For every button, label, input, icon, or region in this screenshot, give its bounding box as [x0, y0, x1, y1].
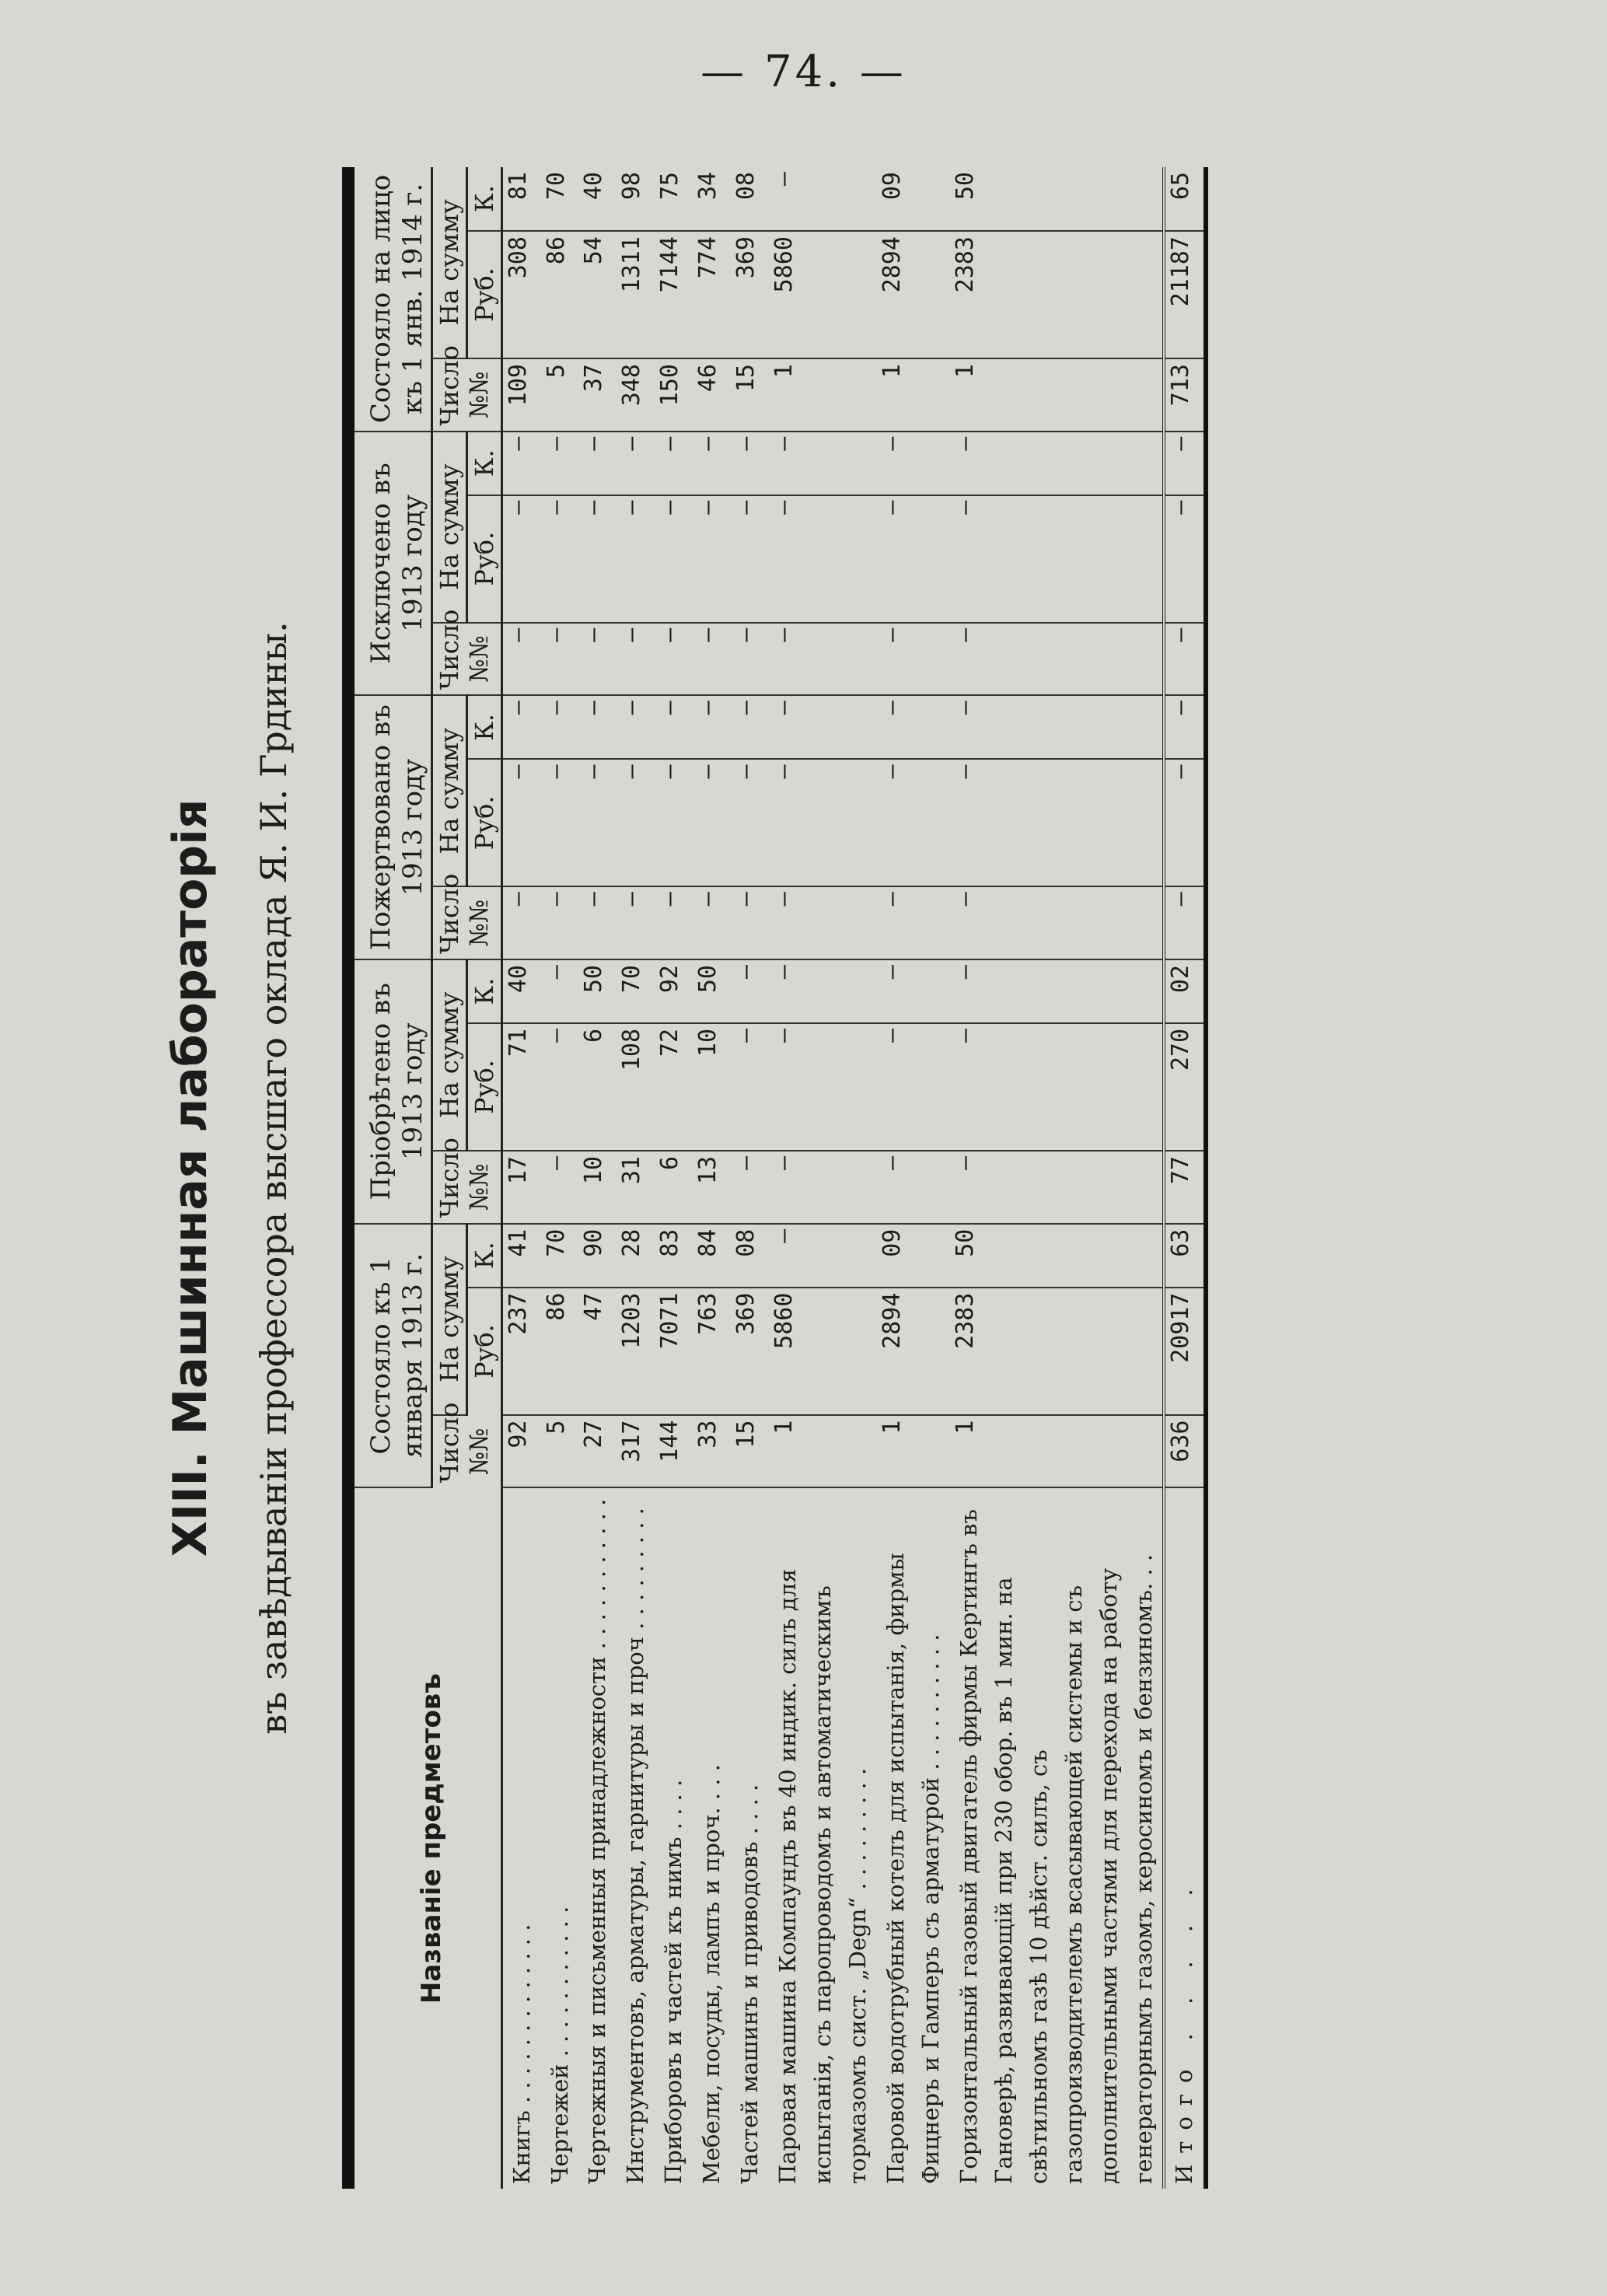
- rub-cell: 2894: [877, 231, 950, 358]
- item-name: Горизонтальный газовый двигатель фирмы Кертингъ въ Гановерѣ, развивающій при 230 обор. въ 1 мин. на свѣтильномъ газѣ 10 дѣйст. силъ, съ газопроизводителемъ всасывающей системы и съ дополнительными частями для перехода на работу генераторнымъ газомъ, керосиномъ и бензиномъ. . .: [955, 1509, 1157, 2184]
- section-title: XIII. Машинная лабораторія: [163, 799, 218, 1557]
- rub-cell: —: [1164, 495, 1206, 623]
- rub-cell: —: [769, 1023, 877, 1151]
- kop-cell: 75: [655, 167, 693, 231]
- rub-cell: 1203: [617, 1288, 655, 1415]
- count-cell: —: [731, 886, 769, 959]
- rub-header: Руб.: [466, 759, 501, 886]
- item-name: Приборовъ и частей къ нимъ . . . .: [660, 1779, 687, 2184]
- kop-cell: —: [693, 432, 731, 495]
- rub-cell: 54: [578, 231, 617, 358]
- table-row: [501, 167, 540, 2189]
- kop-cell: 40: [501, 959, 540, 1023]
- kop-cell: 70: [541, 167, 579, 231]
- count-header: Число №№: [431, 1415, 501, 1488]
- item-name: Чертежныя и письменныя принадлежности . . . . . . . . . . .: [584, 1498, 611, 2184]
- count-cell: —: [578, 886, 617, 959]
- kop-cell: 09: [877, 1224, 950, 1288]
- kop-cell: —: [501, 695, 540, 759]
- sum-header: На сумму: [431, 432, 466, 623]
- kop-cell: —: [617, 432, 655, 495]
- count-cell: 150: [655, 358, 693, 432]
- kop-cell: —: [769, 1224, 877, 1288]
- count-cell: 77: [1164, 1151, 1206, 1224]
- kop-cell: —: [1164, 695, 1206, 759]
- rub-cell: 72: [655, 1023, 693, 1151]
- kop-cell: 70: [617, 959, 655, 1023]
- count-cell: —: [731, 1151, 769, 1224]
- count-cell: —: [541, 886, 579, 959]
- rub-cell: 7144: [655, 231, 693, 358]
- rub-cell: 5860: [769, 1288, 877, 1415]
- count-cell: —: [501, 623, 540, 696]
- item-name: Паровая машина Компаундъ въ 40 индик. силъ для испытанія, съ паропроводомъ и автоматическимъ тормазомъ сист. „Degn“ . . . . . . . . .: [774, 1568, 872, 2184]
- kop-header: К.: [466, 432, 501, 495]
- count-cell: —: [877, 886, 950, 959]
- total-label: Итого . . . . .: [1164, 1487, 1206, 2189]
- kop-cell: —: [541, 432, 579, 495]
- kop-cell: 70: [541, 1224, 579, 1288]
- count-cell: 46: [693, 358, 731, 432]
- rub-cell: —: [1164, 759, 1206, 886]
- count-cell: —: [693, 886, 731, 959]
- count-cell: —: [501, 886, 540, 959]
- rub-cell: 47: [578, 1288, 617, 1415]
- kop-cell: 50: [950, 167, 1165, 231]
- rub-cell: —: [617, 495, 655, 623]
- rub-cell: —: [731, 495, 769, 623]
- table-row: [693, 167, 731, 2189]
- group-header-donated-1913: Пожертвовано въ 1913 году: [348, 695, 431, 959]
- kop-cell: 08: [731, 1224, 769, 1288]
- item-name: Книгъ . . . . . . . . . . . . .: [508, 1924, 535, 2184]
- rub-cell: —: [541, 1023, 579, 1151]
- rub-cell: —: [877, 495, 950, 623]
- count-cell: —: [1164, 886, 1206, 959]
- count-cell: 1: [877, 1415, 950, 1488]
- count-cell: —: [1164, 623, 1206, 696]
- kop-cell: 81: [501, 167, 540, 231]
- rub-cell: —: [731, 759, 769, 886]
- item-name: Инструментовъ, арматуры, гарнитуры и проч . . . . . . . . .: [622, 1508, 649, 2184]
- count-cell: —: [693, 623, 731, 696]
- rub-cell: 763: [693, 1288, 731, 1415]
- rub-header: Руб.: [466, 1023, 501, 1151]
- kop-header: К.: [466, 167, 501, 231]
- count-cell: —: [877, 1151, 950, 1224]
- count-cell: —: [950, 1151, 1165, 1224]
- kop-cell: —: [769, 432, 877, 495]
- count-cell: 5: [541, 1415, 579, 1488]
- count-cell: 13: [693, 1151, 731, 1224]
- table-row: [877, 167, 950, 2189]
- rub-cell: 308: [501, 231, 540, 358]
- count-cell: 10: [578, 1151, 617, 1224]
- count-cell: —: [877, 623, 950, 696]
- count-cell: —: [655, 886, 693, 959]
- rub-cell: 1311: [617, 231, 655, 358]
- kop-cell: 90: [578, 1224, 617, 1288]
- kop-cell: 09: [877, 167, 950, 231]
- count-cell: 33: [693, 1415, 731, 1488]
- kop-cell: —: [655, 695, 693, 759]
- kop-cell: 41: [501, 1224, 540, 1288]
- count-cell: 92: [501, 1415, 540, 1488]
- rub-cell: —: [501, 759, 540, 886]
- count-cell: —: [655, 623, 693, 696]
- count-cell: 5: [541, 358, 579, 432]
- count-cell: —: [617, 623, 655, 696]
- count-cell: 15: [731, 358, 769, 432]
- rub-cell: 369: [731, 231, 769, 358]
- rotated-page-content: [163, 167, 1602, 2189]
- inventory-table: [342, 167, 1208, 2189]
- table-row: [769, 167, 877, 2189]
- total-row: [1164, 167, 1206, 2189]
- count-cell: 17: [501, 1151, 540, 1224]
- rub-cell: —: [769, 759, 877, 886]
- item-name: Мебели, посуды, лампъ и проч. . . .: [698, 1764, 725, 2184]
- rub-cell: —: [877, 1023, 950, 1151]
- column-header-name: Названіе предметовъ: [348, 1487, 501, 2189]
- kop-cell: 28: [617, 1224, 655, 1288]
- kop-cell: 02: [1164, 959, 1206, 1023]
- rub-cell: 5860: [769, 231, 877, 358]
- count-cell: —: [769, 623, 877, 696]
- kop-cell: —: [950, 432, 1165, 495]
- item-name: Паровой водотрубный котелъ для испытанія, фирмы Фицнеръ и Гамперъ съ арматурой . . . . . . . . . .: [882, 1553, 944, 2184]
- kop-header: К.: [466, 695, 501, 759]
- rub-cell: —: [578, 759, 617, 886]
- rub-cell: —: [769, 495, 877, 623]
- kop-cell: —: [769, 959, 877, 1023]
- table-row: [950, 167, 1165, 2189]
- count-header: Число №№: [431, 623, 501, 696]
- count-cell: 1: [769, 1415, 877, 1488]
- kop-cell: —: [693, 695, 731, 759]
- count-cell: —: [541, 1151, 579, 1224]
- count-header: Число №№: [431, 1151, 501, 1224]
- kop-cell: —: [541, 959, 579, 1023]
- sum-header: На сумму: [431, 167, 466, 358]
- rub-cell: 270: [1164, 1023, 1206, 1151]
- kop-cell: —: [731, 432, 769, 495]
- kop-cell: 34: [693, 167, 731, 231]
- rub-cell: 6: [578, 1023, 617, 1151]
- rub-cell: —: [501, 495, 540, 623]
- rub-cell: 20917: [1164, 1288, 1206, 1415]
- count-cell: 1: [950, 1415, 1165, 1488]
- rub-cell: —: [950, 1023, 1165, 1151]
- count-cell: 317: [617, 1415, 655, 1488]
- count-cell: —: [769, 1151, 877, 1224]
- group-header-excluded-1913: Исключено въ 1913 году: [348, 432, 431, 696]
- count-cell: 37: [578, 358, 617, 432]
- kop-header: К.: [466, 959, 501, 1023]
- kop-cell: 63: [1164, 1224, 1206, 1288]
- rub-cell: 237: [501, 1288, 540, 1415]
- count-cell: 636: [1164, 1415, 1206, 1488]
- rub-cell: 21187: [1164, 231, 1206, 358]
- item-name: Чертежей . . . . . . . . . . .: [546, 1906, 573, 2184]
- sum-header: На сумму: [431, 695, 466, 886]
- kop-cell: 50: [578, 959, 617, 1023]
- count-cell: 109: [501, 358, 540, 432]
- kop-cell: —: [950, 959, 1165, 1023]
- kop-cell: —: [501, 432, 540, 495]
- kop-cell: —: [617, 695, 655, 759]
- group-header-on-hand-1914: Состояло на лицо къ 1 янв. 1914 г.: [348, 167, 431, 432]
- kop-cell: 84: [693, 1224, 731, 1288]
- rub-cell: 86: [541, 231, 579, 358]
- count-cell: —: [617, 886, 655, 959]
- rub-cell: 774: [693, 231, 731, 358]
- kop-cell: —: [541, 695, 579, 759]
- table-body: [501, 167, 1206, 2189]
- kop-cell: 08: [731, 167, 769, 231]
- rub-header: Руб.: [466, 1288, 501, 1415]
- count-cell: 6: [655, 1151, 693, 1224]
- kop-cell: —: [877, 959, 950, 1023]
- rub-cell: —: [693, 495, 731, 623]
- count-cell: —: [731, 623, 769, 696]
- rub-cell: 86: [541, 1288, 579, 1415]
- rub-cell: —: [655, 759, 693, 886]
- kop-cell: —: [769, 695, 877, 759]
- rub-cell: —: [877, 759, 950, 886]
- kop-cell: 92: [655, 959, 693, 1023]
- kop-cell: 65: [1164, 167, 1206, 231]
- kop-cell: —: [769, 167, 877, 231]
- kop-cell: —: [877, 432, 950, 495]
- count-header: Число №№: [431, 358, 501, 432]
- count-cell: 15: [731, 1415, 769, 1488]
- kop-cell: —: [578, 695, 617, 759]
- count-cell: —: [950, 886, 1165, 959]
- kop-header: К.: [466, 1224, 501, 1288]
- group-header-start-1913: Состояло къ 1 января 1913 г.: [348, 1224, 431, 1488]
- rub-cell: 7071: [655, 1288, 693, 1415]
- count-cell: 713: [1164, 358, 1206, 432]
- page-number: — 74. —: [700, 47, 907, 97]
- count-cell: 27: [578, 1415, 617, 1488]
- rub-cell: 2383: [950, 231, 1165, 358]
- sum-header: На сумму: [431, 1224, 466, 1415]
- kop-cell: —: [578, 432, 617, 495]
- rub-cell: —: [655, 495, 693, 623]
- count-cell: —: [950, 623, 1165, 696]
- count-cell: 31: [617, 1151, 655, 1224]
- table-row: [578, 167, 617, 2189]
- count-cell: 1: [950, 358, 1165, 432]
- kop-cell: 50: [950, 1224, 1165, 1288]
- kop-cell: 40: [578, 167, 617, 231]
- kop-cell: 83: [655, 1224, 693, 1288]
- count-header: Число №№: [431, 886, 501, 959]
- count-cell: 144: [655, 1415, 693, 1488]
- rub-cell: —: [950, 759, 1165, 886]
- kop-cell: 50: [693, 959, 731, 1023]
- rub-header: Руб.: [466, 231, 501, 358]
- count-cell: 1: [769, 358, 877, 432]
- table-row: [655, 167, 693, 2189]
- kop-cell: 98: [617, 167, 655, 231]
- rub-cell: —: [541, 495, 579, 623]
- count-cell: 1: [877, 358, 950, 432]
- kop-cell: —: [950, 695, 1165, 759]
- table-row: [731, 167, 769, 2189]
- rub-header: Руб.: [466, 495, 501, 623]
- kop-cell: —: [877, 695, 950, 759]
- rub-cell: —: [693, 759, 731, 886]
- kop-cell: —: [1164, 432, 1206, 495]
- kop-cell: —: [731, 695, 769, 759]
- count-cell: —: [541, 623, 579, 696]
- rub-cell: 2894: [877, 1288, 950, 1415]
- rub-cell: 71: [501, 1023, 540, 1151]
- table-row: [541, 167, 579, 2189]
- rub-cell: 10: [693, 1023, 731, 1151]
- rub-cell: 2383: [950, 1288, 1165, 1415]
- group-header-acquired-1913: Пріобрѣтено въ 1913 году: [348, 959, 431, 1224]
- kop-cell: —: [731, 959, 769, 1023]
- count-cell: 348: [617, 358, 655, 432]
- sum-header: На сумму: [431, 959, 466, 1151]
- rub-cell: —: [541, 759, 579, 886]
- rub-cell: 369: [731, 1288, 769, 1415]
- section-subtitle: въ завѣдываніи профессора высшаго оклада Я. И. Грдины.: [253, 621, 295, 1735]
- rub-cell: —: [617, 759, 655, 886]
- item-name: Частей машинъ и приводовъ . . . .: [736, 1784, 763, 2184]
- rub-cell: 108: [617, 1023, 655, 1151]
- rub-cell: —: [950, 495, 1165, 623]
- rub-cell: —: [731, 1023, 769, 1151]
- kop-cell: —: [655, 432, 693, 495]
- rub-cell: —: [578, 495, 617, 623]
- table-row: [617, 167, 655, 2189]
- count-cell: —: [578, 623, 617, 696]
- count-cell: —: [769, 886, 877, 959]
